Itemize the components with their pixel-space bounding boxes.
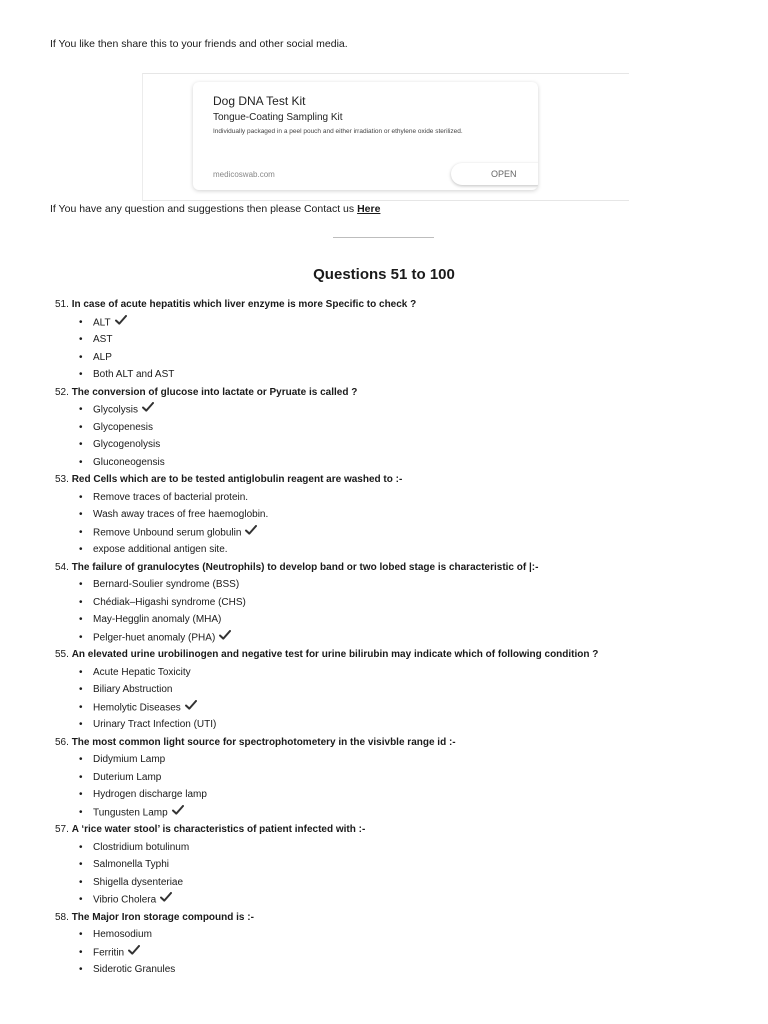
- checkmark-icon: [245, 524, 257, 542]
- contact-here-link[interactable]: Here: [357, 203, 381, 215]
- question-number: 58.: [55, 911, 69, 923]
- question-item: [55, 296, 598, 384]
- question-list: [55, 296, 598, 979]
- option-text: Glycopenesis: [93, 421, 154, 433]
- option-item: [77, 874, 598, 892]
- bullet-icon: •: [79, 439, 83, 450]
- option-item: [77, 366, 598, 384]
- bullet-icon: •: [79, 369, 83, 380]
- checkmark-icon: [172, 804, 184, 822]
- bullet-icon: •: [79, 876, 83, 888]
- ad-open-button[interactable]: OPEN: [451, 163, 538, 185]
- option-text: Wash away traces of free haemoglobin.: [93, 509, 269, 520]
- question-item: [55, 646, 598, 734]
- question-line: [55, 296, 598, 314]
- option-text: Salmonella Typhi: [93, 859, 169, 870]
- checkmark-icon: [219, 629, 231, 647]
- bullet-icon: •: [79, 596, 83, 608]
- option-text: ALP: [93, 351, 112, 363]
- question-text: The most common light source for spectrophotometery in the visivble range id :-: [71, 736, 456, 748]
- option-text: Siderotic Granules: [93, 964, 176, 975]
- bullet-icon: •: [79, 841, 83, 853]
- checkmark-icon: [115, 314, 127, 332]
- option-list: [55, 839, 598, 909]
- option-text: Clostridium botulinum: [93, 841, 190, 853]
- bullet-icon: •: [79, 806, 83, 818]
- option-item: [77, 839, 598, 857]
- bullet-icon: •: [79, 404, 83, 415]
- bullet-icon: •: [79, 946, 83, 958]
- ad-frame: [142, 73, 629, 201]
- bullet-icon: •: [79, 929, 83, 940]
- question-line: [55, 734, 598, 752]
- question-item: [55, 734, 598, 822]
- section-heading: Questions 51 to 100: [313, 266, 455, 283]
- option-item: [77, 699, 598, 717]
- option-text: Glycolysis: [93, 404, 139, 416]
- option-list: [55, 489, 598, 559]
- option-item: [77, 331, 598, 349]
- option-text: Urinary Tract Infection (UTI): [93, 719, 217, 730]
- option-item: [77, 489, 598, 507]
- option-item: [77, 716, 598, 734]
- divider: [333, 237, 434, 238]
- question-number: 56.: [55, 736, 69, 748]
- bullet-icon: •: [79, 491, 83, 503]
- option-item: [77, 961, 598, 979]
- bullet-icon: •: [79, 964, 83, 975]
- question-line: [55, 384, 598, 402]
- option-item: [77, 891, 598, 909]
- ad-subtitle: Tongue-Coating Sampling Kit: [213, 112, 343, 123]
- option-text: Didymium Lamp: [93, 754, 166, 765]
- question-text: A ‘rice water stool’ is characteristics of patient infected with :-: [71, 824, 366, 835]
- option-text: Gluconeogensis: [93, 456, 165, 468]
- option-item: [77, 769, 598, 787]
- option-text: Biliary Abstruction: [93, 684, 173, 695]
- bullet-icon: •: [79, 719, 83, 730]
- bullet-icon: •: [79, 684, 83, 695]
- question-text: The Major Iron storage compound is :-: [71, 911, 254, 923]
- question-line: [55, 646, 598, 664]
- option-item: [77, 541, 598, 559]
- option-text: ALT: [93, 316, 111, 328]
- question-text: The conversion of glucose into lactate or Pyruate is called ?: [71, 386, 358, 398]
- option-text: Both ALT and AST: [93, 369, 175, 380]
- contact-text: If You have any question and suggestions then please Contact us: [50, 203, 358, 215]
- option-text: expose additional antigen site.: [93, 544, 228, 555]
- bullet-icon: •: [79, 859, 83, 870]
- question-number: 55.: [55, 649, 69, 660]
- option-item: [77, 594, 598, 612]
- option-item: [77, 786, 598, 804]
- question-line: [55, 909, 598, 927]
- checkmark-icon: [185, 699, 197, 717]
- option-text: Hydrogen discharge lamp: [93, 789, 207, 800]
- question-number: 52.: [55, 386, 69, 398]
- ad-card[interactable]: [193, 82, 538, 190]
- option-list: [55, 401, 598, 471]
- option-text: Chédiak–Higashi syndrome (CHS): [93, 596, 246, 608]
- question-item: [55, 384, 598, 472]
- option-text: Remove Unbound serum globulin: [93, 526, 242, 538]
- option-text: AST: [93, 334, 113, 345]
- share-message: If You like then share this to your friends and other social media.: [50, 38, 348, 50]
- option-text: May-Hegglin anomaly (MHA): [93, 614, 222, 625]
- option-item: [77, 944, 598, 962]
- bullet-icon: •: [79, 579, 83, 590]
- question-number: 51.: [55, 299, 69, 310]
- option-item: [77, 751, 598, 769]
- question-text: An elevated urine urobilinogen and negative test for urine bilirubin may indicate which of following condition ?: [71, 649, 599, 660]
- question-number: 53.: [55, 474, 69, 485]
- option-text: Ferritin: [93, 946, 125, 958]
- option-item: [77, 664, 598, 682]
- question-text: Red Cells which are to be tested antiglobulin reagent are washed to :-: [71, 474, 403, 485]
- bullet-icon: •: [79, 666, 83, 678]
- bullet-icon: •: [79, 334, 83, 345]
- bullet-icon: •: [79, 526, 83, 538]
- option-item: [77, 524, 598, 542]
- option-text: Remove traces of bacterial protein.: [93, 491, 249, 503]
- bullet-icon: •: [79, 421, 83, 433]
- option-text: Shigella dysenteriae: [93, 876, 184, 888]
- question-text: In case of acute hepatitis which liver enzyme is more Specific to check ?: [71, 299, 417, 310]
- ad-description: Individually packaged in a peel pouch and either irradiation or ethylene oxide sterilized.: [213, 128, 463, 135]
- option-list: [55, 664, 598, 734]
- option-item: [77, 804, 598, 822]
- option-text: Bernard-Soulier syndrome (BSS): [93, 579, 240, 590]
- option-item: [77, 856, 598, 874]
- bullet-icon: •: [79, 789, 83, 800]
- bullet-icon: •: [79, 631, 83, 643]
- option-item: [77, 454, 598, 472]
- question-line: [55, 559, 598, 577]
- question-number: 54.: [55, 561, 69, 573]
- checkmark-icon: [160, 891, 172, 909]
- contact-message: [50, 203, 380, 215]
- bullet-icon: •: [79, 754, 83, 765]
- bullet-icon: •: [79, 614, 83, 625]
- option-text: Hemolytic Diseases: [93, 701, 181, 713]
- question-item: [55, 559, 598, 647]
- option-item: [77, 629, 598, 647]
- option-item: [77, 419, 598, 437]
- bullet-icon: •: [79, 456, 83, 468]
- bullet-icon: •: [79, 771, 83, 783]
- option-text: Pelger-huet anomaly (PHA): [93, 631, 216, 643]
- question-number: 57.: [55, 824, 69, 835]
- option-item: [77, 611, 598, 629]
- checkmark-icon: [142, 401, 154, 419]
- option-list: [55, 576, 598, 646]
- question-line: [55, 821, 598, 839]
- option-list: [55, 926, 598, 979]
- ad-title[interactable]: Dog DNA Test Kit: [213, 94, 306, 108]
- question-line: [55, 471, 598, 489]
- question-item: [55, 909, 598, 979]
- option-item: [77, 401, 598, 419]
- option-item: [77, 576, 598, 594]
- bullet-icon: •: [79, 701, 83, 713]
- ad-domain: medicoswab.com: [213, 170, 275, 179]
- bullet-icon: •: [79, 544, 83, 555]
- question-text: The failure of granulocytes (Neutrophils) to develop band or two lobed stage is characteristic of |:-: [71, 561, 539, 573]
- option-text: Glycogenolysis: [93, 439, 161, 450]
- option-text: Acute Hepatic Toxicity: [93, 666, 191, 678]
- bullet-icon: •: [79, 316, 83, 328]
- option-item: [77, 314, 598, 332]
- option-list: [55, 314, 598, 384]
- option-item: [77, 681, 598, 699]
- option-text: Duterium Lamp: [93, 771, 162, 783]
- option-text: Vibrio Cholera: [93, 894, 157, 906]
- checkmark-icon: [128, 944, 140, 962]
- question-item: [55, 821, 598, 909]
- option-item: [77, 506, 598, 524]
- option-item: [77, 349, 598, 367]
- option-item: [77, 926, 598, 944]
- option-text: Hemosodium: [93, 929, 152, 940]
- option-item: [77, 436, 598, 454]
- bullet-icon: •: [79, 351, 83, 363]
- bullet-icon: •: [79, 509, 83, 520]
- question-item: [55, 471, 598, 559]
- bullet-icon: •: [79, 894, 83, 905]
- option-text: Tungusten Lamp: [93, 806, 168, 818]
- option-list: [55, 751, 598, 821]
